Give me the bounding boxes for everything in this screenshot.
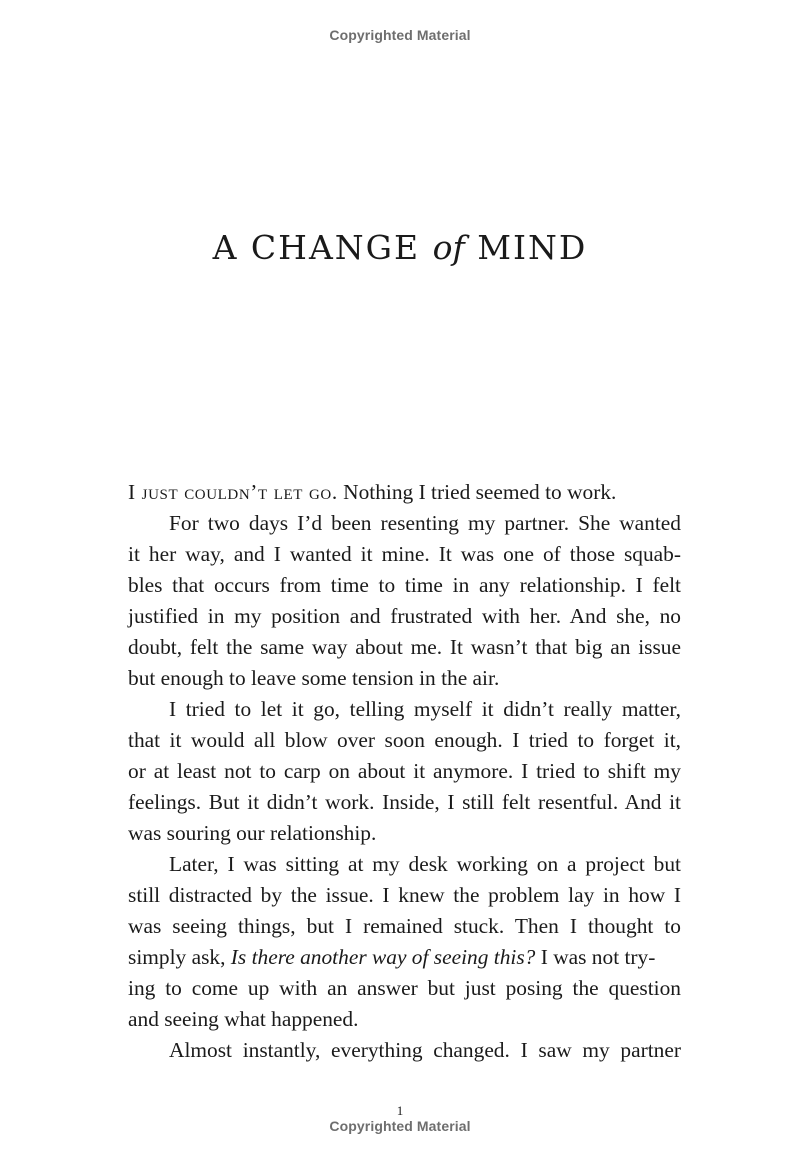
copyright-watermark-top: Copyrighted Material	[329, 27, 471, 43]
text-line: was seeing things, but I remained stuck. Then I thought to	[128, 914, 681, 938]
text-fragment: I was not try-	[535, 945, 656, 969]
text-line: doubt, felt the same way about me. It wasn’t that big an issue	[128, 635, 681, 659]
text-line: that it would all blow over soon enough. I tried to forget it,	[128, 728, 681, 752]
page-number: 1	[396, 1103, 404, 1118]
text-line: feelings. But it didn’t work. Inside, I still felt resentful. And it	[128, 790, 681, 814]
chapter-title-part-1: A CHANGE	[212, 228, 421, 267]
chapter-title-part-3: MIND	[477, 228, 588, 267]
text-line: I tried to let it go, telling myself it didn’t really matter,	[169, 697, 681, 721]
text-line: but enough to leave some tension in the air.	[128, 666, 500, 690]
chapter-title	[0, 228, 800, 267]
text-line: was souring our relationship.	[128, 821, 377, 845]
text-line: bles that occurs from time to time in any relationship. I felt	[128, 573, 681, 597]
text-line: ing to come up with an answer but just posing the question	[128, 976, 681, 1000]
text-line: Later, I was sitting at my desk working on a project but	[169, 852, 681, 876]
text-line: justified in my position and frustrated with her. And she, no	[128, 604, 681, 628]
text-fragment: simply ask,	[128, 945, 231, 969]
text-line	[128, 942, 681, 973]
italic-question: Is there another way of seeing this?	[230, 945, 536, 969]
text-line: still distracted by the issue. I knew the problem lay in how I	[128, 883, 681, 907]
text-line: Almost instantly, everything changed. I saw my partner	[169, 1038, 681, 1062]
text-line	[128, 477, 681, 508]
text-line: For two days I’d been resenting my partner. She wanted	[169, 511, 681, 535]
text-line: it her way, and I wanted it mine. It was one of those squab-	[128, 542, 681, 566]
text-line: or at least not to carp on about it anymore. I tried to shift my	[128, 759, 681, 783]
opening-smallcaps: I just couldn’t let go.	[128, 480, 338, 504]
text-fragment: Nothing I tried seemed to work.	[337, 480, 617, 504]
chapter-body	[128, 477, 681, 1066]
chapter-title-of: of	[432, 228, 465, 267]
text-line: and seeing what happened.	[128, 1007, 359, 1031]
copyright-watermark-bottom: Copyrighted Material	[329, 1118, 471, 1134]
